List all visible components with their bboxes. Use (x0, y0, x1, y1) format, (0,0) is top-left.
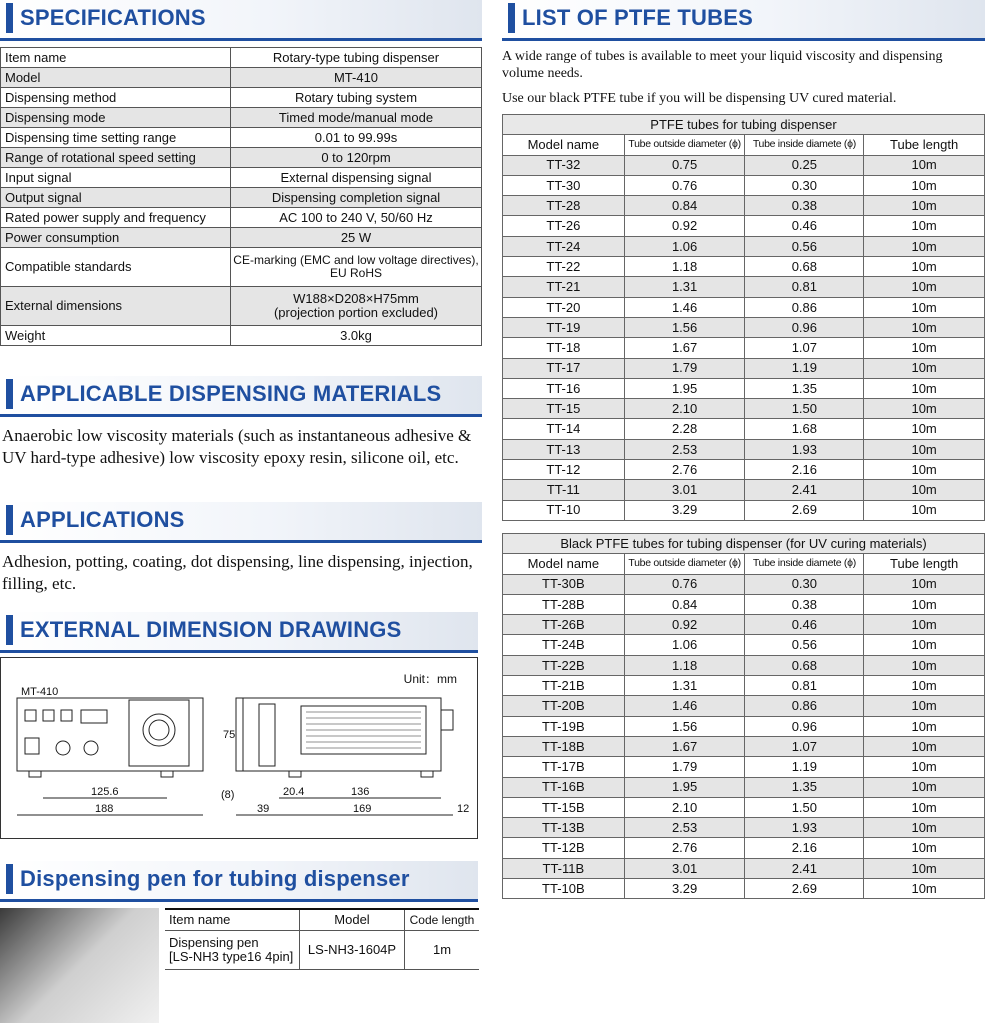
side-view-outline (236, 698, 441, 771)
front-button (25, 710, 36, 721)
table-cell: TT-32 (503, 155, 625, 175)
table-cell: 2.28 (624, 419, 745, 439)
spec-row (1, 208, 482, 228)
header-bar (6, 3, 13, 33)
table-cell: TT-15B (503, 797, 625, 817)
table-cell: 2.69 (745, 879, 864, 899)
dimension-drawing-svg (1, 658, 477, 838)
table-cell: 1.56 (624, 317, 745, 337)
table-cell: 1.95 (624, 777, 745, 797)
spec-row (1, 128, 482, 148)
table-cell: TT-21 (503, 277, 625, 297)
table-cell: 3.01 (624, 858, 745, 878)
table-cell: TT-22B (503, 655, 625, 675)
table-cell: TT-12 (503, 460, 625, 480)
column-header: Tube length (864, 554, 985, 574)
table-cell: 0.92 (624, 615, 745, 635)
column-header: Tube outside diameter (ϕ) (624, 554, 745, 574)
table-cell: TT-19 (503, 317, 625, 337)
foot (161, 771, 173, 777)
spec-value-line: EU RoHS (329, 266, 382, 280)
section-header-ptfe (502, 0, 985, 41)
table-cell: 1.07 (745, 338, 864, 358)
table-cell: 1.46 (624, 696, 745, 716)
dim-label: 169 (353, 803, 372, 815)
table-row (503, 777, 985, 797)
table-cell: 0.75 (624, 155, 745, 175)
spec-key: Compatible standards (1, 248, 231, 287)
spec-value: Rotary tubing system (231, 88, 482, 108)
table-cell: 1.06 (624, 635, 745, 655)
table-cell: 10m (864, 594, 985, 614)
table-cell: TT-19B (503, 716, 625, 736)
table-row (503, 757, 985, 777)
table-cell: TT-18B (503, 736, 625, 756)
table-cell: 1.50 (745, 399, 864, 419)
section-header-drawings (0, 612, 478, 653)
spec-value: AC 100 to 240 V, 50/60 Hz (231, 208, 482, 228)
table-cell: 10m (864, 838, 985, 858)
section-title: Dispensing pen for tubing dispenser (20, 866, 410, 891)
table-row (503, 439, 985, 459)
header-bar (6, 615, 13, 645)
table-cell: TT-18 (503, 338, 625, 358)
dim-label: 188 (95, 803, 114, 815)
table-cell: 10m (864, 716, 985, 736)
model-label: MT-410 (21, 686, 59, 698)
table-row (503, 399, 985, 419)
pen-header: Model (300, 909, 405, 931)
table-cell: 1.56 (624, 716, 745, 736)
table-row (503, 615, 985, 635)
table-row (503, 500, 985, 520)
table-cell: 0.76 (624, 574, 745, 594)
table-cell: TT-30B (503, 574, 625, 594)
header-bar (6, 864, 13, 894)
table-cell: 1.18 (624, 655, 745, 675)
table-cell: 0.86 (745, 696, 864, 716)
table-cell: 0.96 (745, 716, 864, 736)
column-header: Model name (503, 554, 625, 574)
table-cell: 10m (864, 236, 985, 256)
table-cell: 1.35 (745, 378, 864, 398)
table-cell: 0.25 (745, 155, 864, 175)
front-view-outline (17, 698, 203, 771)
section-title: APPLICABLE DISPENSING MATERIALS (20, 381, 442, 406)
section-header-specifications (0, 0, 482, 41)
pen-item-line: [LS-NH3 type16 4pin] (169, 949, 294, 964)
table-cell: 10m (864, 635, 985, 655)
table-row (503, 419, 985, 439)
table-cell: 0.84 (624, 594, 745, 614)
table-cell: 2.69 (745, 500, 864, 520)
ptfe-table (502, 114, 985, 521)
spec-key: Item name (1, 48, 231, 68)
table-cell: 10m (864, 615, 985, 635)
table-cell: 0.56 (745, 635, 864, 655)
dim-label: 75 (223, 729, 236, 741)
dim-label: 39 (257, 803, 270, 815)
table-cell: TT-28B (503, 594, 625, 614)
table-cell: 0.76 (624, 175, 745, 195)
table-cell: 10m (864, 317, 985, 337)
table-caption: Black PTFE tubes for tubing dispenser (for UV curing materials) (503, 534, 985, 554)
table-row (503, 175, 985, 195)
table-row (503, 277, 985, 297)
spec-key: Model (1, 68, 231, 88)
table-cell: 1.79 (624, 757, 745, 777)
specifications-table (0, 47, 482, 346)
table-cell: 10m (864, 858, 985, 878)
table-cell: 1.06 (624, 236, 745, 256)
table-cell: TT-24B (503, 635, 625, 655)
pump-rotor (143, 714, 175, 746)
spec-row (1, 248, 482, 287)
table-cell: 2.76 (624, 460, 745, 480)
table-cell: 1.67 (624, 736, 745, 756)
table-cell: 10m (864, 736, 985, 756)
section-header-materials (0, 376, 482, 417)
column-header: Tube inside diamete (ϕ) (745, 135, 864, 155)
table-cell: 1.19 (745, 358, 864, 378)
table-cell: 1.93 (745, 818, 864, 838)
spec-value: Timed mode/manual mode (231, 108, 482, 128)
spec-row (1, 48, 482, 68)
table-cell: 10m (864, 574, 985, 594)
table-cell: 1.19 (745, 757, 864, 777)
spec-value: 3.0kg (231, 326, 482, 346)
header-bar (6, 379, 13, 409)
table-cell: 10m (864, 500, 985, 520)
black-ptfe-table (502, 533, 985, 899)
spec-row (1, 168, 482, 188)
table-row (503, 838, 985, 858)
table-row (503, 879, 985, 899)
table-row (503, 358, 985, 378)
table-row (503, 736, 985, 756)
table-row (503, 378, 985, 398)
table-row (503, 297, 985, 317)
table-caption-row (503, 115, 985, 135)
spec-value-line: W188×D208×H75mm (293, 291, 419, 307)
table-cell: 1.67 (624, 338, 745, 358)
spec-key: Rated power supply and frequency (1, 208, 231, 228)
table-cell: TT-13 (503, 439, 625, 459)
table-cell: TT-28 (503, 196, 625, 216)
spec-value-line: (projection portion excluded) (273, 305, 439, 320)
table-cell: TT-10B (503, 879, 625, 899)
section-header-applications (0, 502, 482, 543)
table-cell: 1.93 (745, 439, 864, 459)
table-cell: TT-17 (503, 358, 625, 378)
table-cell: 1.18 (624, 257, 745, 277)
pen-header: Code length (405, 909, 480, 931)
table-cell: TT-26B (503, 615, 625, 635)
table-row (503, 594, 985, 614)
table-cell: TT-30 (503, 175, 625, 195)
table-header-row (503, 554, 985, 574)
table-caption-row (503, 534, 985, 554)
table-cell: TT-11B (503, 858, 625, 878)
table-cell: 0.96 (745, 317, 864, 337)
side-pump-block (259, 704, 275, 766)
table-cell: 10m (864, 358, 985, 378)
table-cell: 10m (864, 757, 985, 777)
table-row (503, 858, 985, 878)
pen-table (165, 908, 479, 970)
spec-key: External dimensions (1, 287, 231, 326)
table-row (503, 696, 985, 716)
spec-row (1, 88, 482, 108)
table-cell: 10m (864, 676, 985, 696)
table-cell: 10m (864, 696, 985, 716)
column-header: Tube length (864, 135, 985, 155)
table-cell: 10m (864, 419, 985, 439)
section-header-pen (0, 861, 478, 902)
foot (421, 771, 433, 777)
table-cell: 2.10 (624, 399, 745, 419)
table-cell: 2.53 (624, 439, 745, 459)
foot (289, 771, 301, 777)
table-row (503, 635, 985, 655)
dim-label: 12 (457, 803, 470, 815)
table-cell: 10m (864, 879, 985, 899)
applications-text: Adhesion, potting, coating, dot dispensing, line dispensing, injection, filling, etc. (2, 552, 473, 593)
table-cell: 0.38 (745, 594, 864, 614)
table-row (503, 676, 985, 696)
table-cell: 10m (864, 460, 985, 480)
table-cell: 1.95 (624, 378, 745, 398)
table-cell: 1.35 (745, 777, 864, 797)
table-cell: 1.68 (745, 419, 864, 439)
table-cell: 2.16 (745, 460, 864, 480)
table-cell: 10m (864, 257, 985, 277)
table-cell: 0.81 (745, 676, 864, 696)
table-cell: 1.31 (624, 676, 745, 696)
table-cell: 2.76 (624, 838, 745, 858)
spec-value: Dispensing completion signal (231, 188, 482, 208)
table-cell: TT-14 (503, 419, 625, 439)
spec-value-line: CE-marking (EMC and low voltage directives), (233, 253, 479, 268)
table-cell: 10m (864, 216, 985, 236)
front-switch (25, 738, 39, 754)
table-cell: TT-17B (503, 757, 625, 777)
table-cell: TT-21B (503, 676, 625, 696)
dim-label: 136 (351, 786, 370, 798)
header-bar (508, 3, 515, 33)
table-cell: TT-26 (503, 216, 625, 236)
table-cell: 0.84 (624, 196, 745, 216)
table-row (503, 155, 985, 175)
pen-code-length: 1m (405, 931, 480, 970)
ptfe-intro: Use our black PTFE tube if you will be dispensing UV cured material. (502, 91, 897, 106)
spec-row (1, 326, 482, 346)
table-cell: TT-12B (503, 838, 625, 858)
table-cell: 10m (864, 655, 985, 675)
spec-key: Input signal (1, 168, 231, 188)
table-cell: 1.50 (745, 797, 864, 817)
header-bar (6, 505, 13, 535)
table-cell: 3.01 (624, 480, 745, 500)
section-title: LIST OF PTFE TUBES (522, 5, 753, 30)
front-button (61, 710, 72, 721)
table-cell: 2.41 (745, 858, 864, 878)
table-row (503, 317, 985, 337)
table-row (503, 797, 985, 817)
table-header-row (503, 135, 985, 155)
table-cell: TT-11 (503, 480, 625, 500)
table-cell: 2.16 (745, 838, 864, 858)
spec-row (1, 148, 482, 168)
table-caption: PTFE tubes for tubing dispenser (503, 115, 985, 135)
spec-row (1, 108, 482, 128)
spec-key: Range of rotational speed setting (1, 148, 231, 168)
dim-label: (8) (221, 789, 235, 801)
pen-header-row (165, 909, 479, 931)
spec-value: Rotary-type tubing dispenser (231, 48, 482, 68)
column-header: Tube outside diameter (ϕ) (624, 135, 745, 155)
table-row (503, 818, 985, 838)
table-row (503, 460, 985, 480)
table-cell: 10m (864, 439, 985, 459)
table-cell: 10m (864, 480, 985, 500)
spec-row (1, 68, 482, 88)
table-cell: 10m (864, 175, 985, 195)
section-title: APPLICATIONS (20, 507, 185, 532)
unit-label: Unit：mm (403, 672, 457, 686)
spec-key: Dispensing mode (1, 108, 231, 128)
table-cell: 10m (864, 399, 985, 419)
spec-value: 25 W (231, 228, 482, 248)
section-title: SPECIFICATIONS (20, 5, 206, 30)
table-cell: 0.30 (745, 574, 864, 594)
front-knob (56, 741, 70, 755)
table-cell: 10m (864, 777, 985, 797)
pen-model: LS-NH3-1604P (300, 931, 405, 970)
spec-value: MT-410 (231, 68, 482, 88)
table-cell: 10m (864, 797, 985, 817)
spec-key: Dispensing method (1, 88, 231, 108)
pen-row (165, 931, 479, 970)
table-cell: 2.10 (624, 797, 745, 817)
table-cell: TT-15 (503, 399, 625, 419)
spec-row (1, 188, 482, 208)
table-row (503, 480, 985, 500)
table-row (503, 216, 985, 236)
table-cell: TT-22 (503, 257, 625, 277)
table-cell: 0.86 (745, 297, 864, 317)
foot (29, 771, 41, 777)
column-header: Model name (503, 135, 625, 155)
table-row (503, 574, 985, 594)
table-cell: 1.31 (624, 277, 745, 297)
materials-text: Anaerobic low viscosity materials (such as instantaneous adhesive & UV hard-type adhesive) low viscosity epoxy resin, silicone oil, etc. (2, 426, 472, 467)
table-row (503, 196, 985, 216)
spec-key: Output signal (1, 188, 231, 208)
dimension-drawing (0, 657, 478, 839)
table-cell: 0.81 (745, 277, 864, 297)
table-cell: TT-20B (503, 696, 625, 716)
spec-key: Weight (1, 326, 231, 346)
spec-row (1, 228, 482, 248)
table-cell: 0.46 (745, 216, 864, 236)
table-cell: TT-10 (503, 500, 625, 520)
table-cell: 10m (864, 297, 985, 317)
table-cell: TT-16 (503, 378, 625, 398)
spec-key: Dispensing time setting range (1, 128, 231, 148)
pen-item-line: Dispensing pen (169, 935, 259, 951)
table-cell: 10m (864, 818, 985, 838)
side-connector (441, 710, 453, 730)
pen-header: Item name (165, 909, 300, 931)
table-cell: TT-16B (503, 777, 625, 797)
dispensing-pen-photo (0, 908, 159, 1023)
front-button (43, 710, 54, 721)
table-cell: 1.46 (624, 297, 745, 317)
table-cell: 0.46 (745, 615, 864, 635)
spec-value: External dispensing signal (231, 168, 482, 188)
pump-head (129, 700, 189, 766)
table-cell: TT-24 (503, 236, 625, 256)
table-cell: TT-20 (503, 297, 625, 317)
dim-label: 125.6 (91, 786, 119, 798)
table-cell: 0.38 (745, 196, 864, 216)
table-cell: 2.53 (624, 818, 745, 838)
table-cell: 1.07 (745, 736, 864, 756)
table-cell: 10m (864, 277, 985, 297)
column-header: Tube inside diamete (ϕ) (745, 554, 864, 574)
table-cell: 3.29 (624, 879, 745, 899)
table-cell: 10m (864, 155, 985, 175)
table-cell: 10m (864, 196, 985, 216)
table-row (503, 338, 985, 358)
table-cell: 10m (864, 338, 985, 358)
spec-key: Power consumption (1, 228, 231, 248)
table-cell: 0.92 (624, 216, 745, 236)
table-cell: 2.41 (745, 480, 864, 500)
table-row (503, 655, 985, 675)
spec-row (1, 287, 482, 326)
table-cell: TT-13B (503, 818, 625, 838)
spec-value: 0 to 120rpm (231, 148, 482, 168)
spec-value (231, 287, 482, 326)
front-knob (84, 741, 98, 755)
section-title: EXTERNAL DIMENSION DRAWINGS (20, 617, 402, 642)
dim-label: 20.4 (283, 786, 305, 798)
spec-value (231, 248, 482, 287)
table-cell: 3.29 (624, 500, 745, 520)
table-row (503, 716, 985, 736)
front-display (81, 710, 107, 723)
table-row (503, 236, 985, 256)
pump-rotor-inner (149, 720, 169, 740)
table-cell: 10m (864, 378, 985, 398)
table-cell: 0.30 (745, 175, 864, 195)
table-cell: 0.68 (745, 655, 864, 675)
table-cell: 1.79 (624, 358, 745, 378)
pen-item (165, 931, 300, 970)
table-row (503, 257, 985, 277)
table-cell: 0.56 (745, 236, 864, 256)
ptfe-intro: A wide range of tubes is available to meet your liquid viscosity and dispensing volume needs. (502, 49, 943, 81)
spec-value: 0.01 to 99.99s (231, 128, 482, 148)
table-cell: 0.68 (745, 257, 864, 277)
